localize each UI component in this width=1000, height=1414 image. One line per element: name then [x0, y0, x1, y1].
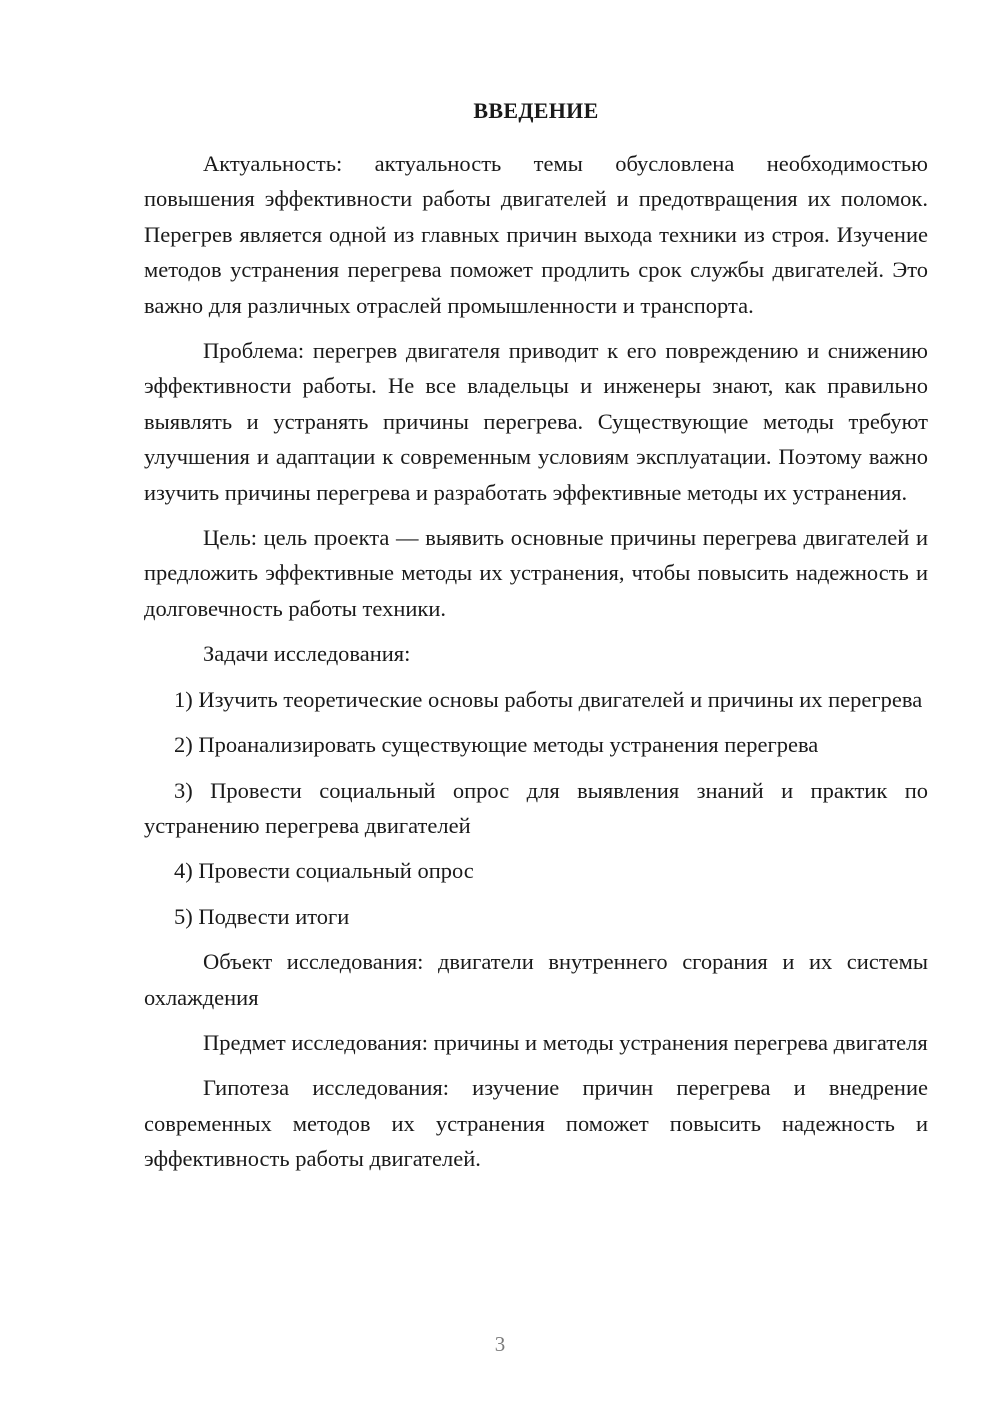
relevance-paragraph: Актуальность: актуальность темы обусловлена необходимостью повышения эффективности работы двигателей и предотвращения их поломок. Перегрев является одной из главных причин выхода техники из строя. Изучение методов устранения перегрева поможет продлить срок службы двигателей. Это важно для различных отраслей промышленности и транспорта. — [144, 151, 928, 318]
task-item: 2) Проанализировать существующие методы устранения перегрева — [174, 732, 819, 758]
problem-paragraph: Проблема: перегрев двигателя приводит к его повреждению и снижению эффективности работы. Не все владельцы и инженеры знают, как правильно выявлять и устранять причины перегрева. Существующие методы требуют улучшения и адаптации к современным условиям эксплуатации. Поэтому важно изучить причины перегрева и разработать эффективные методы их устранения. — [144, 338, 928, 505]
subject-paragraph: Предмет исследования: причины и методы устранения перегрева двигателя — [203, 1029, 928, 1055]
task-item: 5) Подвести итоги — [174, 903, 350, 929]
page-number: 3 — [494, 1332, 506, 1356]
hypothesis-paragraph: Гипотеза исследования: изучение причин перегрева и внедрение современных методов их устранения поможет повысить надежность и эффективность работы двигателей. — [144, 1075, 928, 1172]
page-content — [144, 96, 928, 1177]
task-item: 1) Изучить теоретические основы работы двигателей и причины их перегрева — [174, 686, 923, 712]
tasks-heading: Задачи исследования: — [203, 641, 411, 667]
task-item: 3) Провести социальный опрос для выявления знаний и практик по устранению перегрева двигателей — [144, 777, 928, 838]
task-item: 4) Провести социальный опрос — [174, 858, 474, 884]
object-paragraph: Объект исследования: двигатели внутреннего сгорания и их системы охлаждения — [144, 949, 928, 1010]
goal-paragraph: Цель: цель проекта — выявить основные причины перегрева двигателей и предложить эффективные методы их устранения, чтобы повысить надежность и долговечность работы техники. — [144, 525, 928, 621]
page-title: ВВЕДЕНИЕ — [473, 98, 599, 123]
